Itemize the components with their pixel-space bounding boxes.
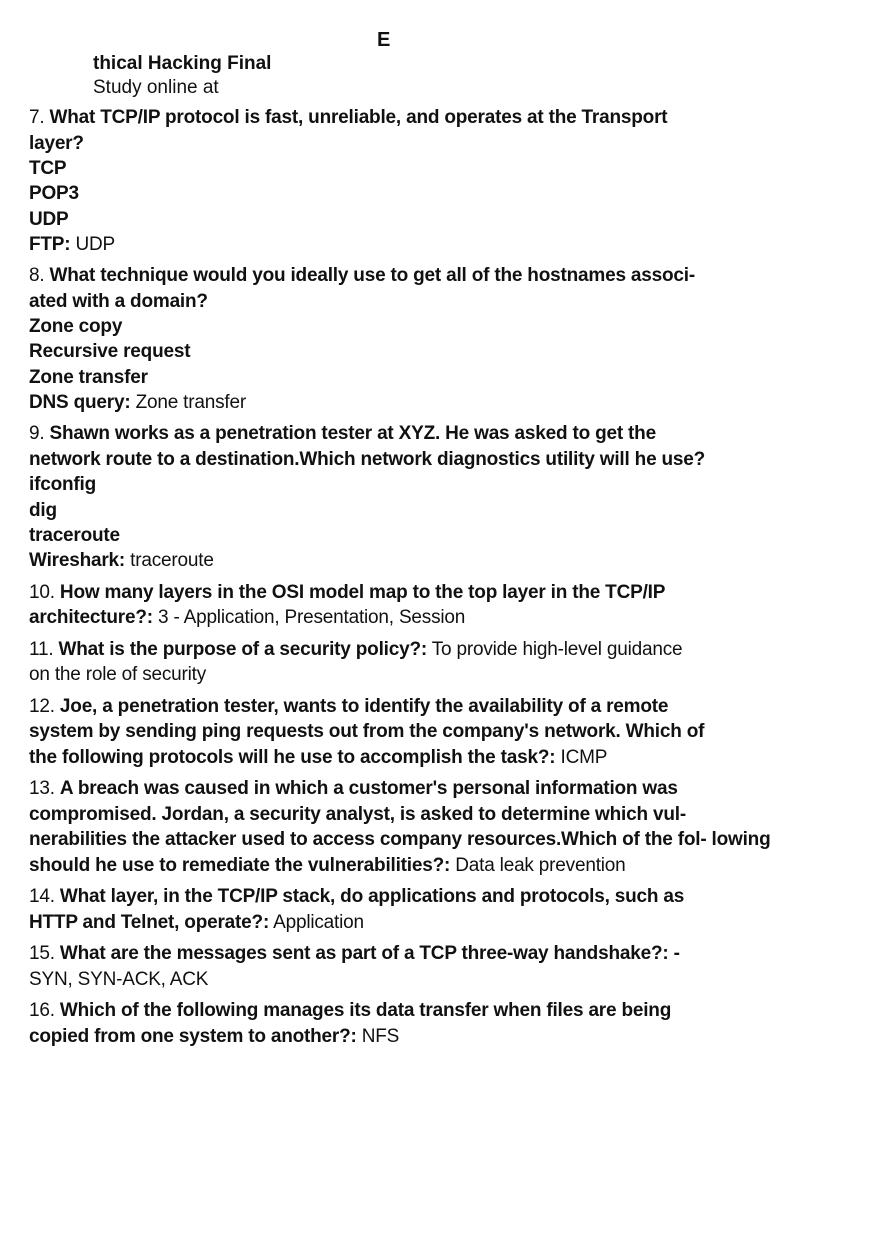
answer-option: traceroute <box>29 524 120 546</box>
question-number: 9. <box>29 423 45 445</box>
correct-answer: Zone transfer <box>135 392 246 414</box>
question-text: How many layers in the OSI model map to the top layer in the TCP/IP <box>59 581 666 603</box>
question-text: Shawn works as a penetration tester at XYZ. He was asked to get the <box>49 423 656 445</box>
answer-option: dig <box>29 499 57 521</box>
question-number: 15. <box>29 943 55 965</box>
header-letter: E <box>377 29 391 51</box>
question-text: architecture?: <box>29 607 153 629</box>
question-16 <box>29 998 829 1049</box>
answer-option: ifconfig <box>29 474 96 496</box>
question-text: layer? <box>29 132 84 154</box>
answer-option: Zone transfer <box>29 366 148 388</box>
correct-answer: 3 - Application, Presentation, Session <box>158 607 466 629</box>
question-text: nerabilities the attacker used to access company resources.Which of the fol- lowing <box>29 829 771 851</box>
question-number: 14. <box>29 886 55 908</box>
question-text: Which of the following manages its data transfer when files are being <box>59 1000 672 1022</box>
question-text: What TCP/IP protocol is fast, unreliable, and operates at the Transport <box>49 107 668 128</box>
question-text: What technique would you ideally use to get all of the hostnames associ- <box>49 265 695 287</box>
answer-option: Zone copy <box>29 316 123 338</box>
question-text: HTTP and Telnet, operate?: <box>29 911 270 933</box>
correct-answer: on the role of security <box>29 664 207 686</box>
question-13 <box>29 776 829 878</box>
answer-option: FTP: <box>29 233 71 255</box>
question-10 <box>29 580 829 631</box>
question-text: the following protocols will he use to accomplish the task?: <box>29 746 556 768</box>
question-text: compromised. Jordan, a security analyst, is asked to determine which vul- <box>29 803 686 825</box>
answer-option: DNS query: <box>29 392 131 414</box>
question-number: 10. <box>29 581 55 603</box>
question-7 <box>29 105 829 257</box>
question-number: 7. <box>29 107 45 128</box>
question-8 <box>29 263 829 415</box>
question-number: 13. <box>29 778 55 800</box>
question-text: system by sending ping requests out from the company's network. Which of <box>29 721 705 743</box>
question-text: What is the purpose of a security policy?: <box>58 638 427 660</box>
question-text: A breach was caused in which a customer's personal information was <box>59 778 678 800</box>
question-text: network route to a destination.Which network diagnostics utility will he use? <box>29 448 706 470</box>
question-number: 11. <box>29 638 54 660</box>
document-title: thical Hacking Final <box>93 53 272 74</box>
correct-answer: ICMP <box>560 746 608 768</box>
question-14 <box>29 884 829 935</box>
correct-answer: Data leak prevention <box>455 854 626 876</box>
question-9 <box>29 421 829 573</box>
question-15 <box>29 941 829 992</box>
question-number: 12. <box>29 695 55 717</box>
answer-option: Recursive request <box>29 341 191 363</box>
answer-option: Wireshark: <box>29 550 126 572</box>
question-text: should he use to remediate the vulnerabilities?: <box>29 854 451 876</box>
answer-option: UDP <box>29 208 69 230</box>
question-text: ated with a domain? <box>29 290 208 312</box>
correct-answer: To provide high-level guidance <box>431 638 683 660</box>
question-11 <box>29 637 829 688</box>
question-text: Joe, a penetration tester, wants to identify the availability of a remote <box>59 695 669 717</box>
answer-option: TCP <box>29 158 67 179</box>
question-number: 16. <box>29 1000 55 1022</box>
document-subtitle: Study online at <box>93 77 219 98</box>
correct-answer: UDP <box>75 233 116 255</box>
correct-answer: traceroute <box>130 550 214 572</box>
answer-option: POP3 <box>29 183 79 205</box>
correct-answer: Application <box>273 911 364 933</box>
correct-answer: SYN, SYN-ACK, ACK <box>29 968 209 990</box>
correct-answer: NFS <box>361 1025 400 1047</box>
question-text: copied from one system to another?: <box>29 1025 357 1047</box>
question-text: What layer, in the TCP/IP stack, do applications and protocols, such as <box>59 886 685 908</box>
question-number: 8. <box>29 265 45 287</box>
question-text: What are the messages sent as part of a TCP three-way handshake?: - <box>59 943 680 965</box>
question-12 <box>29 694 829 771</box>
question-list <box>29 105 829 1055</box>
